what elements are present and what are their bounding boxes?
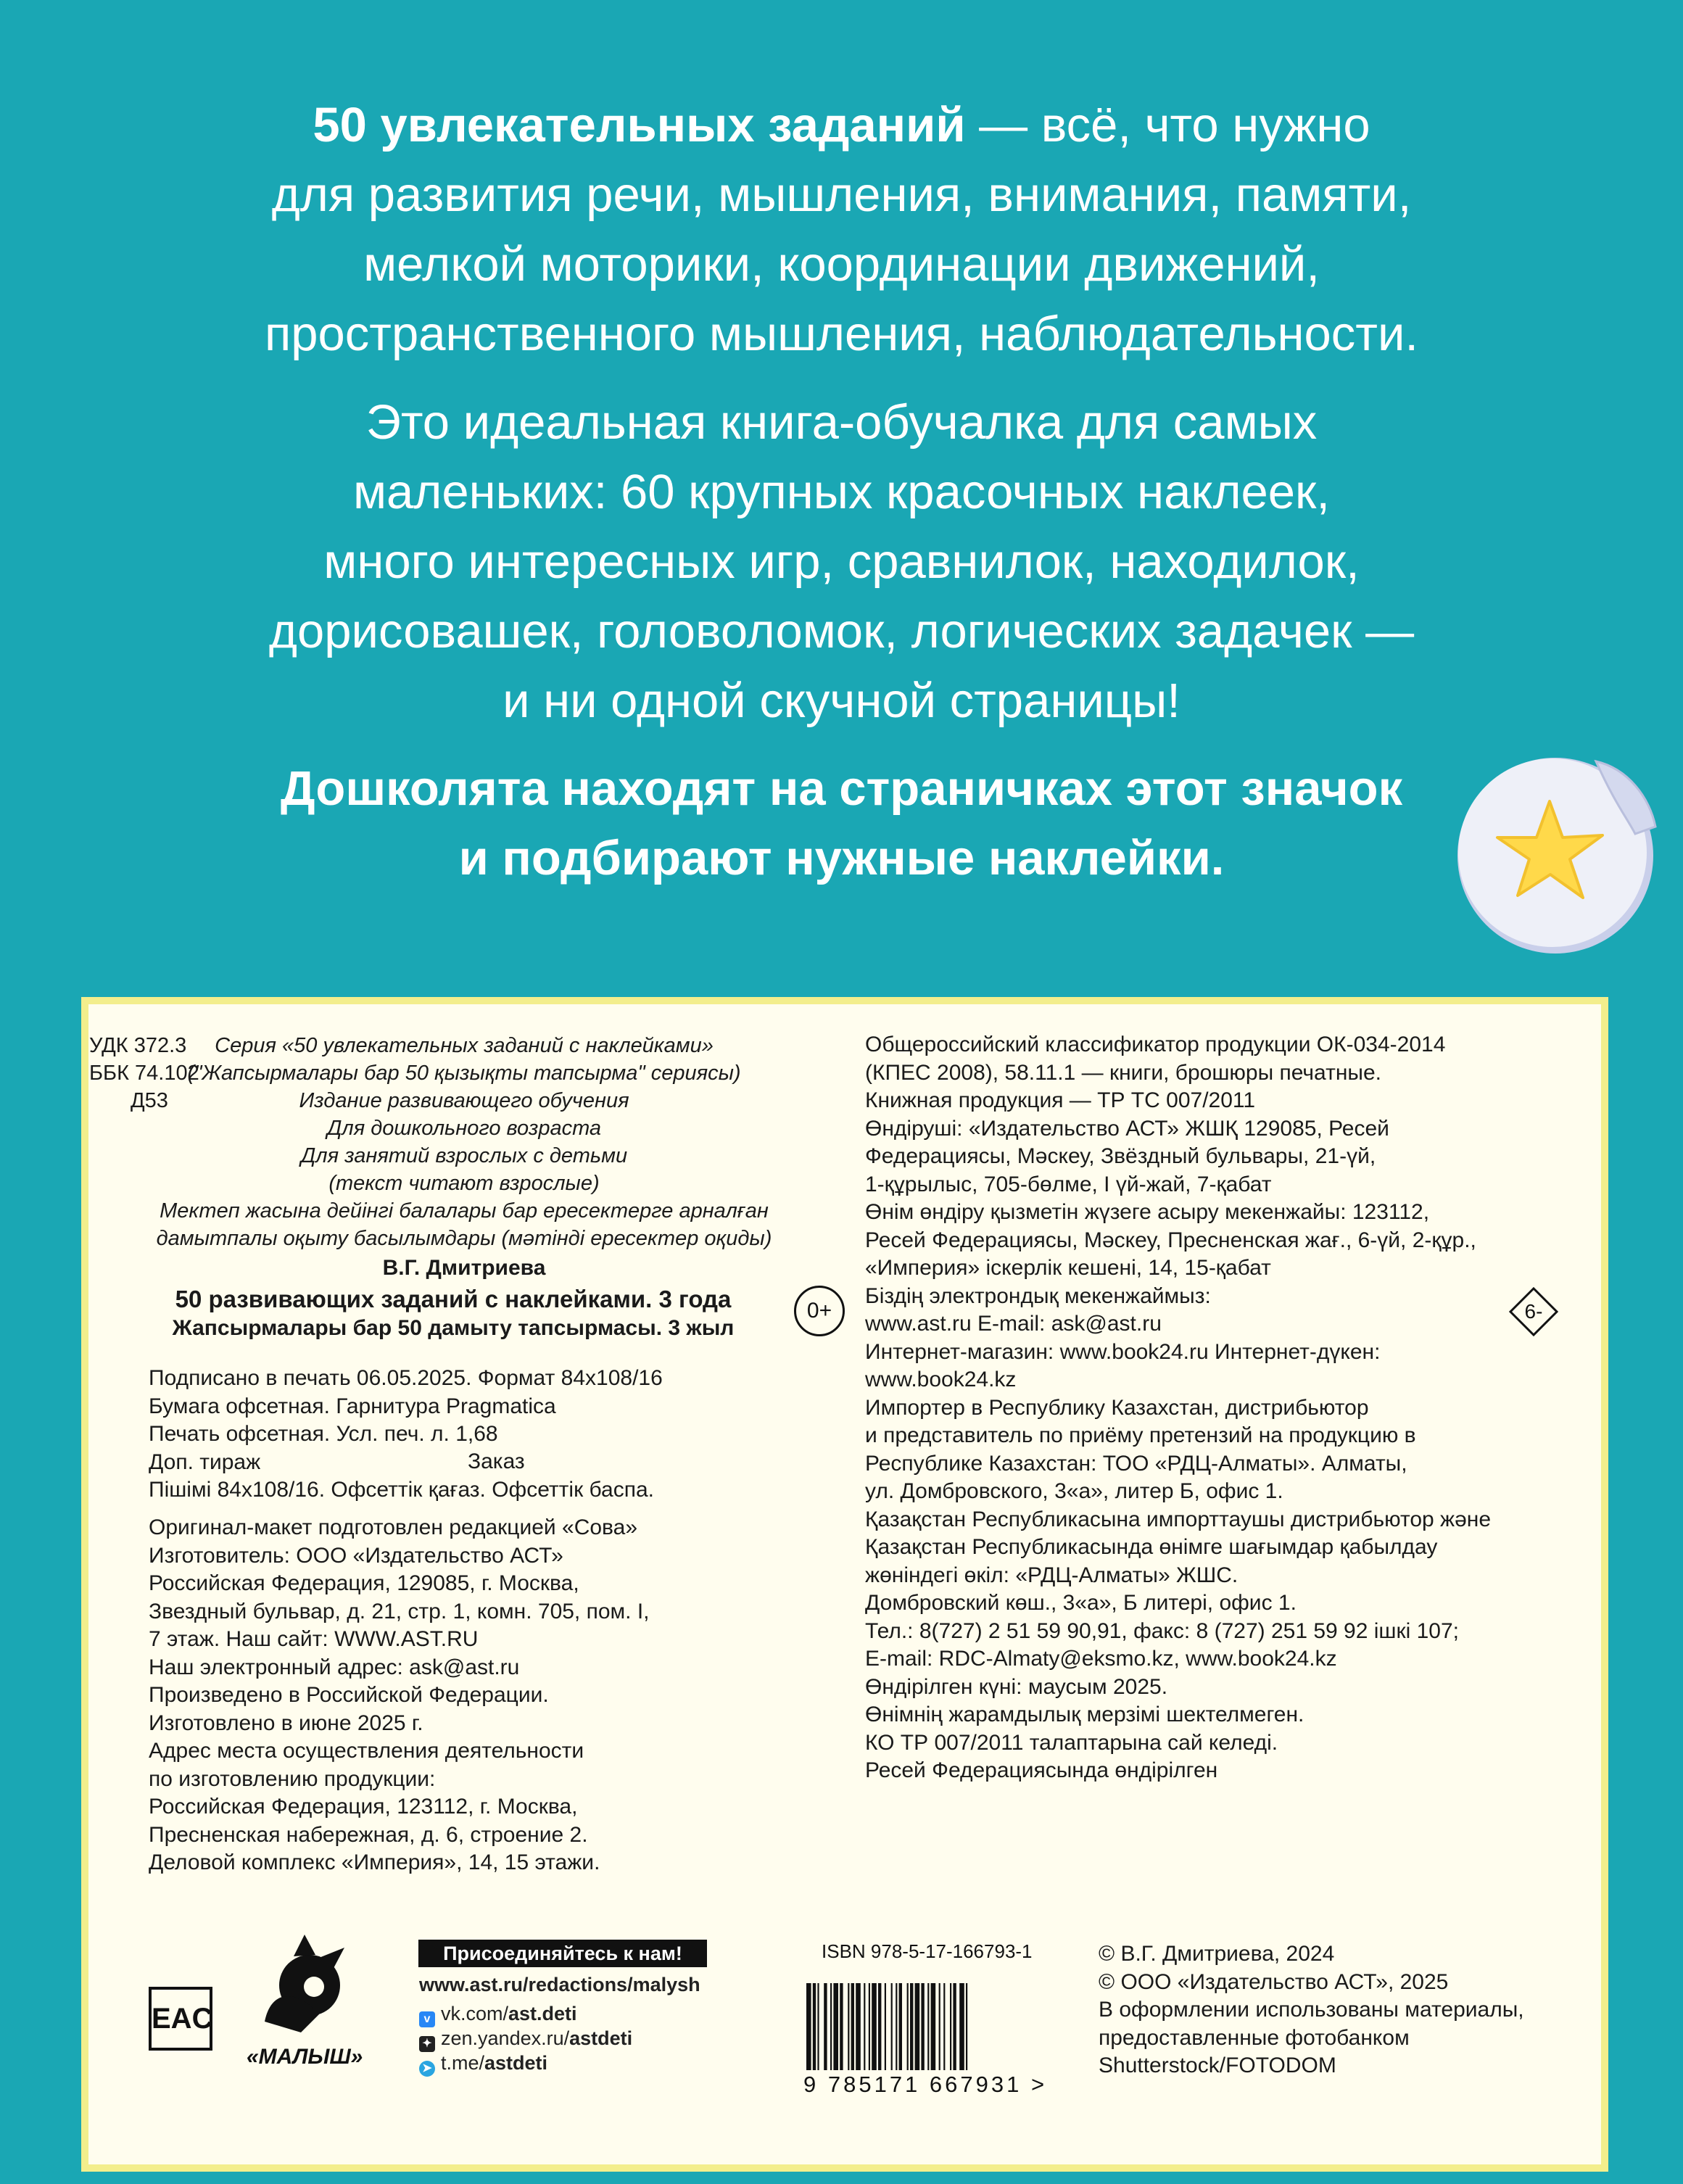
hero-line: и подбирают нужные наклейки. xyxy=(458,831,1225,885)
hero-line: пространственного мышления, наблюдательности. xyxy=(264,307,1419,361)
barcode-bar xyxy=(856,1983,861,2070)
copyright-line: © ООО «Издательство АСТ», 2025 xyxy=(1099,1969,1449,1994)
series-line: Издание развивающего обучения xyxy=(299,1089,629,1112)
right-line: Өнімнің жарамдылық мерзімі шектелмеген. xyxy=(865,1703,1304,1726)
barcode-bar xyxy=(891,1983,893,2070)
series-line: Для занятий взрослых с детьми xyxy=(300,1144,628,1167)
age-rating-kz-badge xyxy=(1508,1286,1559,1337)
barcode-bar xyxy=(869,1983,870,2070)
vk-icon: v xyxy=(419,2011,435,2027)
right-line: Өндірілген күні: маусым 2025. xyxy=(865,1674,1168,1699)
hero-bold-lead: 50 увлекательных заданий xyxy=(313,98,966,152)
barcode-bar xyxy=(966,1983,967,2070)
right-line: Қазақстан Республикасында өнімге шағымдар қабылдау xyxy=(865,1535,1438,1559)
maker-line: 7 этаж. Наш сайт: WWW.AST.RU xyxy=(149,1627,479,1651)
eac-mark: EAC xyxy=(149,1987,212,2051)
publisher-logo-text: «МАЛЫШ» xyxy=(247,2045,363,2069)
barcode-bar xyxy=(830,1983,832,2070)
vk-link[interactable] xyxy=(419,2001,577,2027)
join-us-banner: Присоединяйтесь к нам! xyxy=(418,1940,707,1967)
barcode-bar xyxy=(910,1983,913,2070)
copyright-line: В оформлении использованы материалы, xyxy=(1099,1998,1524,2022)
barcode-bar xyxy=(813,1983,816,2070)
site-link[interactable]: www.ast.ru/redactions/malysh xyxy=(419,1974,700,1995)
barcode-bar xyxy=(840,1983,843,2070)
maker-line: Изготовлено в июне 2025 г. xyxy=(149,1711,423,1735)
right-line: Тел.: 8(727) 2 51 59 90,91, факс: 8 (727) 251 59 92 ішкі 107; xyxy=(865,1618,1459,1643)
right-line: Ресей Федерациясында өндірілген xyxy=(865,1758,1218,1782)
vk-handle: ast.deti xyxy=(508,2003,577,2024)
hero-line: маленьких: 60 крупных красочных наклеек, xyxy=(352,465,1330,519)
hero-paragraph-3 xyxy=(0,754,1683,893)
telegram-link[interactable] xyxy=(419,2051,547,2077)
zen-prefix: zen.yandex.ru/ xyxy=(441,2027,570,2049)
right-line: www.ast.ru E-mail: ask@ast.ru xyxy=(865,1312,1162,1336)
maker-line: Произведено в Российской Федерации. xyxy=(149,1683,549,1707)
right-line: Өндіруші: «Издательство АСТ» ЖШҚ 129085, Ресей xyxy=(865,1116,1389,1141)
maker-line: Звездный бульвар, д. 21, стр. 1, комн. 705, пом. I, xyxy=(149,1599,650,1623)
age-rating-badge: 0+ xyxy=(794,1286,845,1336)
right-line: 1-құрылыс, 705-бөлме, I үй-жай, 7-қабат xyxy=(865,1172,1272,1196)
order-label: Заказ xyxy=(468,1449,525,1473)
right-line: E-mail: RDC-Almaty@eksmo.kz, www.book24.kz xyxy=(865,1647,1337,1671)
maker-line: Российская Федерация, 123112, г. Москва, xyxy=(149,1795,578,1819)
print-line: Доп. тираж xyxy=(149,1449,261,1474)
bbk-code: ББК 74.102 xyxy=(89,1062,199,1085)
series-line: Мектеп жасына дейінгі балалары бар ересектерге арналған xyxy=(160,1199,769,1223)
series-line: ("Жапсырмалары бар 50 қызықты тапсырма" сериясы) xyxy=(187,1062,741,1085)
barcode-bar xyxy=(806,1983,811,2070)
print-line: Подписано в печать 06.05.2025. Формат 84x108/16 xyxy=(149,1366,663,1390)
print-details xyxy=(149,1365,663,1505)
series-line: дамытпалы оқыту басылымдары (мәтінді ересектер оқиды) xyxy=(156,1227,772,1250)
hero-paragraph-2 xyxy=(0,388,1683,736)
right-line: Книжная продукция — ТР ТС 007/2011 xyxy=(865,1088,1256,1112)
barcode-bar xyxy=(872,1983,877,2070)
udk-code: УДК 372.3 xyxy=(89,1034,187,1057)
right-line: www.book24.kz xyxy=(865,1368,1017,1391)
hero-line: Дошколята находят на страничках этот значок xyxy=(280,761,1403,816)
barcode-bar xyxy=(824,1983,827,2070)
right-line: Домбровский көш., 3«а», Б литері, офис 1. xyxy=(865,1591,1297,1615)
barcode-bar xyxy=(907,1983,909,2070)
right-column-details xyxy=(865,1031,1491,1785)
barcode-bar xyxy=(864,1983,865,2070)
author-name: В.Г. Дмитриева xyxy=(382,1256,546,1280)
hero-line: для развития речи, мышления, внимания, памяти, xyxy=(271,167,1412,222)
hero-line: и ни одной скучной страницы! xyxy=(503,674,1180,728)
zen-handle: astdeti xyxy=(569,2027,633,2049)
barcode-bar xyxy=(878,1983,881,2070)
maker-line: Наш электронный адрес: ask@ast.ru xyxy=(149,1655,520,1679)
series-line: Серия «50 увлекательных заданий с наклейками» xyxy=(215,1034,714,1057)
barcode-bar xyxy=(931,1983,936,2070)
maker-line: Изготовитель: ООО «Издательство АСТ» xyxy=(149,1543,563,1568)
maker-details xyxy=(149,1514,650,1877)
vk-prefix: vk.com/ xyxy=(441,2003,509,2024)
barcode-bar xyxy=(899,1983,902,2070)
copyright-line: предоставленные фотобанком xyxy=(1099,2025,1410,2050)
maker-line: Деловой комплекс «Империя», 14, 15 этажи. xyxy=(149,1850,600,1874)
copyright-block xyxy=(1099,1940,1524,2080)
star-sticker-icon xyxy=(1454,740,1661,964)
right-line: Өнім өндіру қызметін жүзеге асыру мекенжайы: 123112, xyxy=(865,1200,1430,1224)
barcode-bar xyxy=(959,1983,964,2070)
barcode-bar xyxy=(896,1983,897,2070)
barcode-icon xyxy=(803,1983,1043,2070)
hero-line-1-rest: — всё, что нужно xyxy=(965,98,1370,152)
maker-line: Пресненская набережная, д. 6, строение 2. xyxy=(149,1822,588,1847)
print-line: Пішімі 84x108/16. Офсеттік қағаз. Офсеттік баспа. xyxy=(149,1478,654,1502)
series-lines xyxy=(145,1032,783,1252)
right-line: Интернет-магазин: www.book24.ru Интернет-дүкен: xyxy=(865,1339,1381,1364)
right-line: ул. Домбровского, 3«а», литер Б, офис 1. xyxy=(865,1479,1283,1503)
right-line: Импортер в Республику Казахстан, дистрибьютор xyxy=(865,1395,1369,1420)
print-line: Печать офсетная. Усл. печ. л. 1,68 xyxy=(149,1422,498,1446)
barcode-bar xyxy=(833,1983,838,2070)
series-line: Для дошкольного возраста xyxy=(326,1117,602,1140)
series-line: (текст читают взрослые) xyxy=(328,1172,600,1195)
barcode-bar xyxy=(943,1983,945,2070)
tg-handle: astdeti xyxy=(484,2052,548,2074)
right-line: Общероссийский классификатор продукции ОК-034-2014 xyxy=(865,1033,1446,1056)
right-line: (КПЕС 2008), 58.11.1 — книги, брошюры печатные. xyxy=(865,1060,1381,1085)
author-mark: Д53 xyxy=(131,1089,168,1112)
book-title-kz: Жапсырмалары бар 50 дамыту тапсырмасы. 3 жыл xyxy=(172,1316,735,1340)
right-line: Федерациясы, Мәскеу, Звёздный бульвары, 21-үй, xyxy=(865,1144,1376,1168)
zen-link[interactable] xyxy=(419,2026,632,2052)
right-line: «Империя» іскерлік кешені, 14, 15-қабат xyxy=(865,1256,1271,1280)
hero-line: много интересных игр, сравнилок, находилок, xyxy=(323,534,1360,589)
barcode-digits: 9 785171 667931 > xyxy=(803,2072,1048,2097)
maker-line: Адрес места осуществления деятельности xyxy=(149,1739,584,1763)
print-line: Бумага офсетная. Гарнитура Pragmatica xyxy=(149,1394,556,1418)
barcode-bar xyxy=(939,1983,940,2070)
tg-prefix: t.me/ xyxy=(441,2052,485,2074)
copyright-line: © В.Г. Дмитриева, 2024 xyxy=(1099,1942,1335,1966)
barcode-bar xyxy=(851,1983,854,2070)
barcode-bar xyxy=(817,1983,819,2070)
barcode-bar xyxy=(885,1983,886,2070)
hero-line: Это идеальная книга-обучалка для самых xyxy=(365,395,1318,450)
isbn-number: ISBN 978-5-17-166793-1 xyxy=(822,1940,1033,1962)
barcode-bar xyxy=(915,1983,920,2070)
right-line: Қазақстан Республикасына импорттаушы дистрибьютор және xyxy=(865,1507,1492,1531)
right-line: и представитель по приёму претензий на продукцию в xyxy=(865,1423,1416,1447)
book-title: 50 развивающих заданий с наклейками. 3 года xyxy=(175,1286,732,1312)
barcode-bar xyxy=(848,1983,849,2070)
maker-line: Оригинал-макет подготовлен редакцией «Сова» xyxy=(149,1515,638,1539)
hero-paragraph-1 xyxy=(0,91,1683,369)
age-rating-kz-text: 6- xyxy=(1524,1300,1543,1323)
right-line: Республике Казахстан: ТОО «РДЦ-Алматы». Алматы, xyxy=(865,1451,1407,1476)
zen-icon: ✦ xyxy=(419,2036,435,2052)
maker-line: Российская Федерация, 129085, г. Москва, xyxy=(149,1571,579,1595)
hero-line: дорисовашек, головоломок, логических задачек — xyxy=(268,604,1415,658)
copyright-line: Shutterstock/FOTODOM xyxy=(1099,2053,1336,2077)
barcode-bar xyxy=(927,1983,929,2070)
right-line: Біздің электрондық мекенжаймыз: xyxy=(865,1283,1211,1308)
right-line: КО ТР 007/2011 талаптарына сай келеді. xyxy=(865,1730,1278,1755)
publisher-logo-icon xyxy=(250,1935,359,2043)
telegram-icon: ➤ xyxy=(419,2061,435,2077)
barcode-bar xyxy=(953,1983,956,2070)
hero-line: мелкой моторики, координации движений, xyxy=(363,237,1320,291)
right-line: жөніндегі өкіл: «РДЦ-Алматы» ЖШС. xyxy=(865,1563,1239,1587)
right-line: Ресей Федерациясы, Мәскеу, Пресненская жағ., 6-үй, 2-құр., xyxy=(865,1228,1476,1252)
barcode-bar xyxy=(950,1983,951,2070)
maker-line: по изготовлению продукции: xyxy=(149,1766,436,1791)
barcode-bar xyxy=(921,1983,924,2070)
